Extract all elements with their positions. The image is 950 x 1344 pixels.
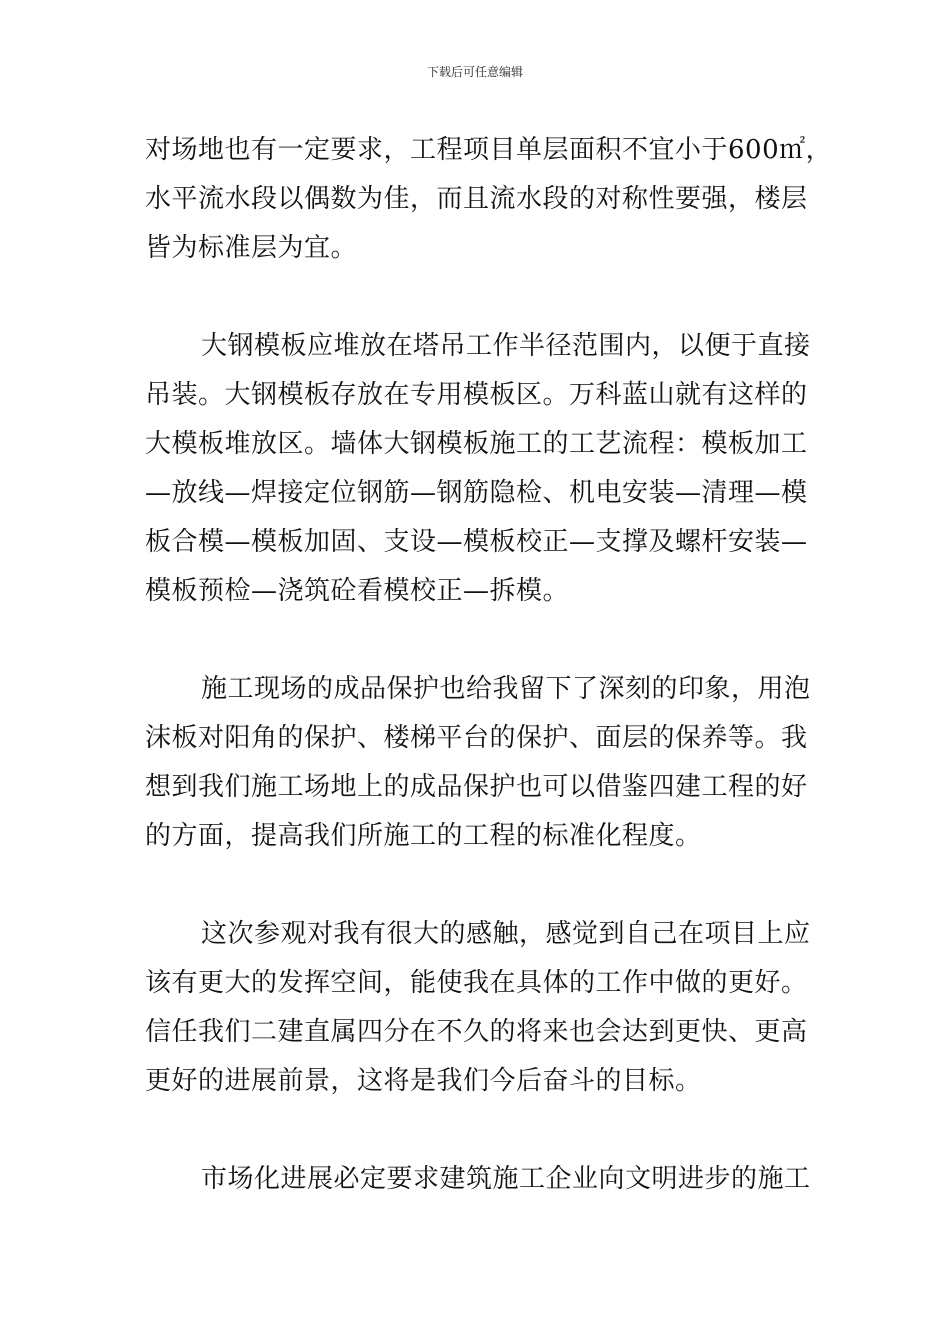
text-line: 大钢模板应堆放在塔吊工作半径范围内，以便于直接 [201,331,811,361]
text-line: 大模板堆放区。墙体大钢模板施工的工艺流程：模板加工 [145,429,808,459]
paragraph [145,322,810,616]
text-line: 板合模—模板加固、支设—模板校正—支撑及螺杆安装— [145,527,808,557]
text-line: 沫板对阳角的保护、楼梯平台的保护、面层的保养等。我 [145,723,808,753]
text-line: 吊装。大钢模板存放在专用模板区。万科蓝山就有这样的 [145,380,808,410]
text-line: 信任我们二建直属四分在不久的将来也会达到更快、更高 [145,1017,808,1047]
text-line: 对场地也有一定要求，工程项目单层面积不宜小于600㎡， [145,135,833,165]
paragraph-spacer [145,616,810,665]
page-header: 下载后可任意编辑 [426,65,523,79]
text-line: 市场化进展必定要求建筑施工企业向文明进步的施工 [201,1164,811,1194]
text-line: 水平流水段以偶数为佳，而且流水段的对称性要强，楼层 [145,184,808,214]
paragraph [145,665,810,861]
paragraph [145,1155,810,1204]
paragraph-spacer [145,1106,810,1155]
text-line: 该有更大的发挥空间，能使我在具体的工作中做的更好。 [145,968,808,998]
paragraph [145,910,810,1106]
text-line: 模板预检—浇筑砼看模校正—拆模。 [145,576,570,606]
text-line: —放线—焊接定位钢筋—钢筋隐检、机电安装—清理—模 [145,478,808,508]
text-line: 施工现场的成品保护也给我留下了深刻的印象，用泡 [201,674,811,704]
text-line: 这次参观对我有很大的感触，感觉到自己在项目上应 [201,919,811,949]
paragraph-spacer [145,861,810,910]
text-line: 想到我们施工场地上的成品保护也可以借鉴四建工程的好 [145,772,808,802]
text-line: 皆为标准层为宜。 [145,233,358,263]
paragraph-spacer [145,273,810,322]
paragraph [145,126,833,273]
text-line: 更好的进展前景，这将是我们今后奋斗的目标。 [145,1066,702,1096]
text-line: 的方面，提高我们所施工的工程的标准化程度。 [145,821,702,851]
document-body [145,126,833,1204]
